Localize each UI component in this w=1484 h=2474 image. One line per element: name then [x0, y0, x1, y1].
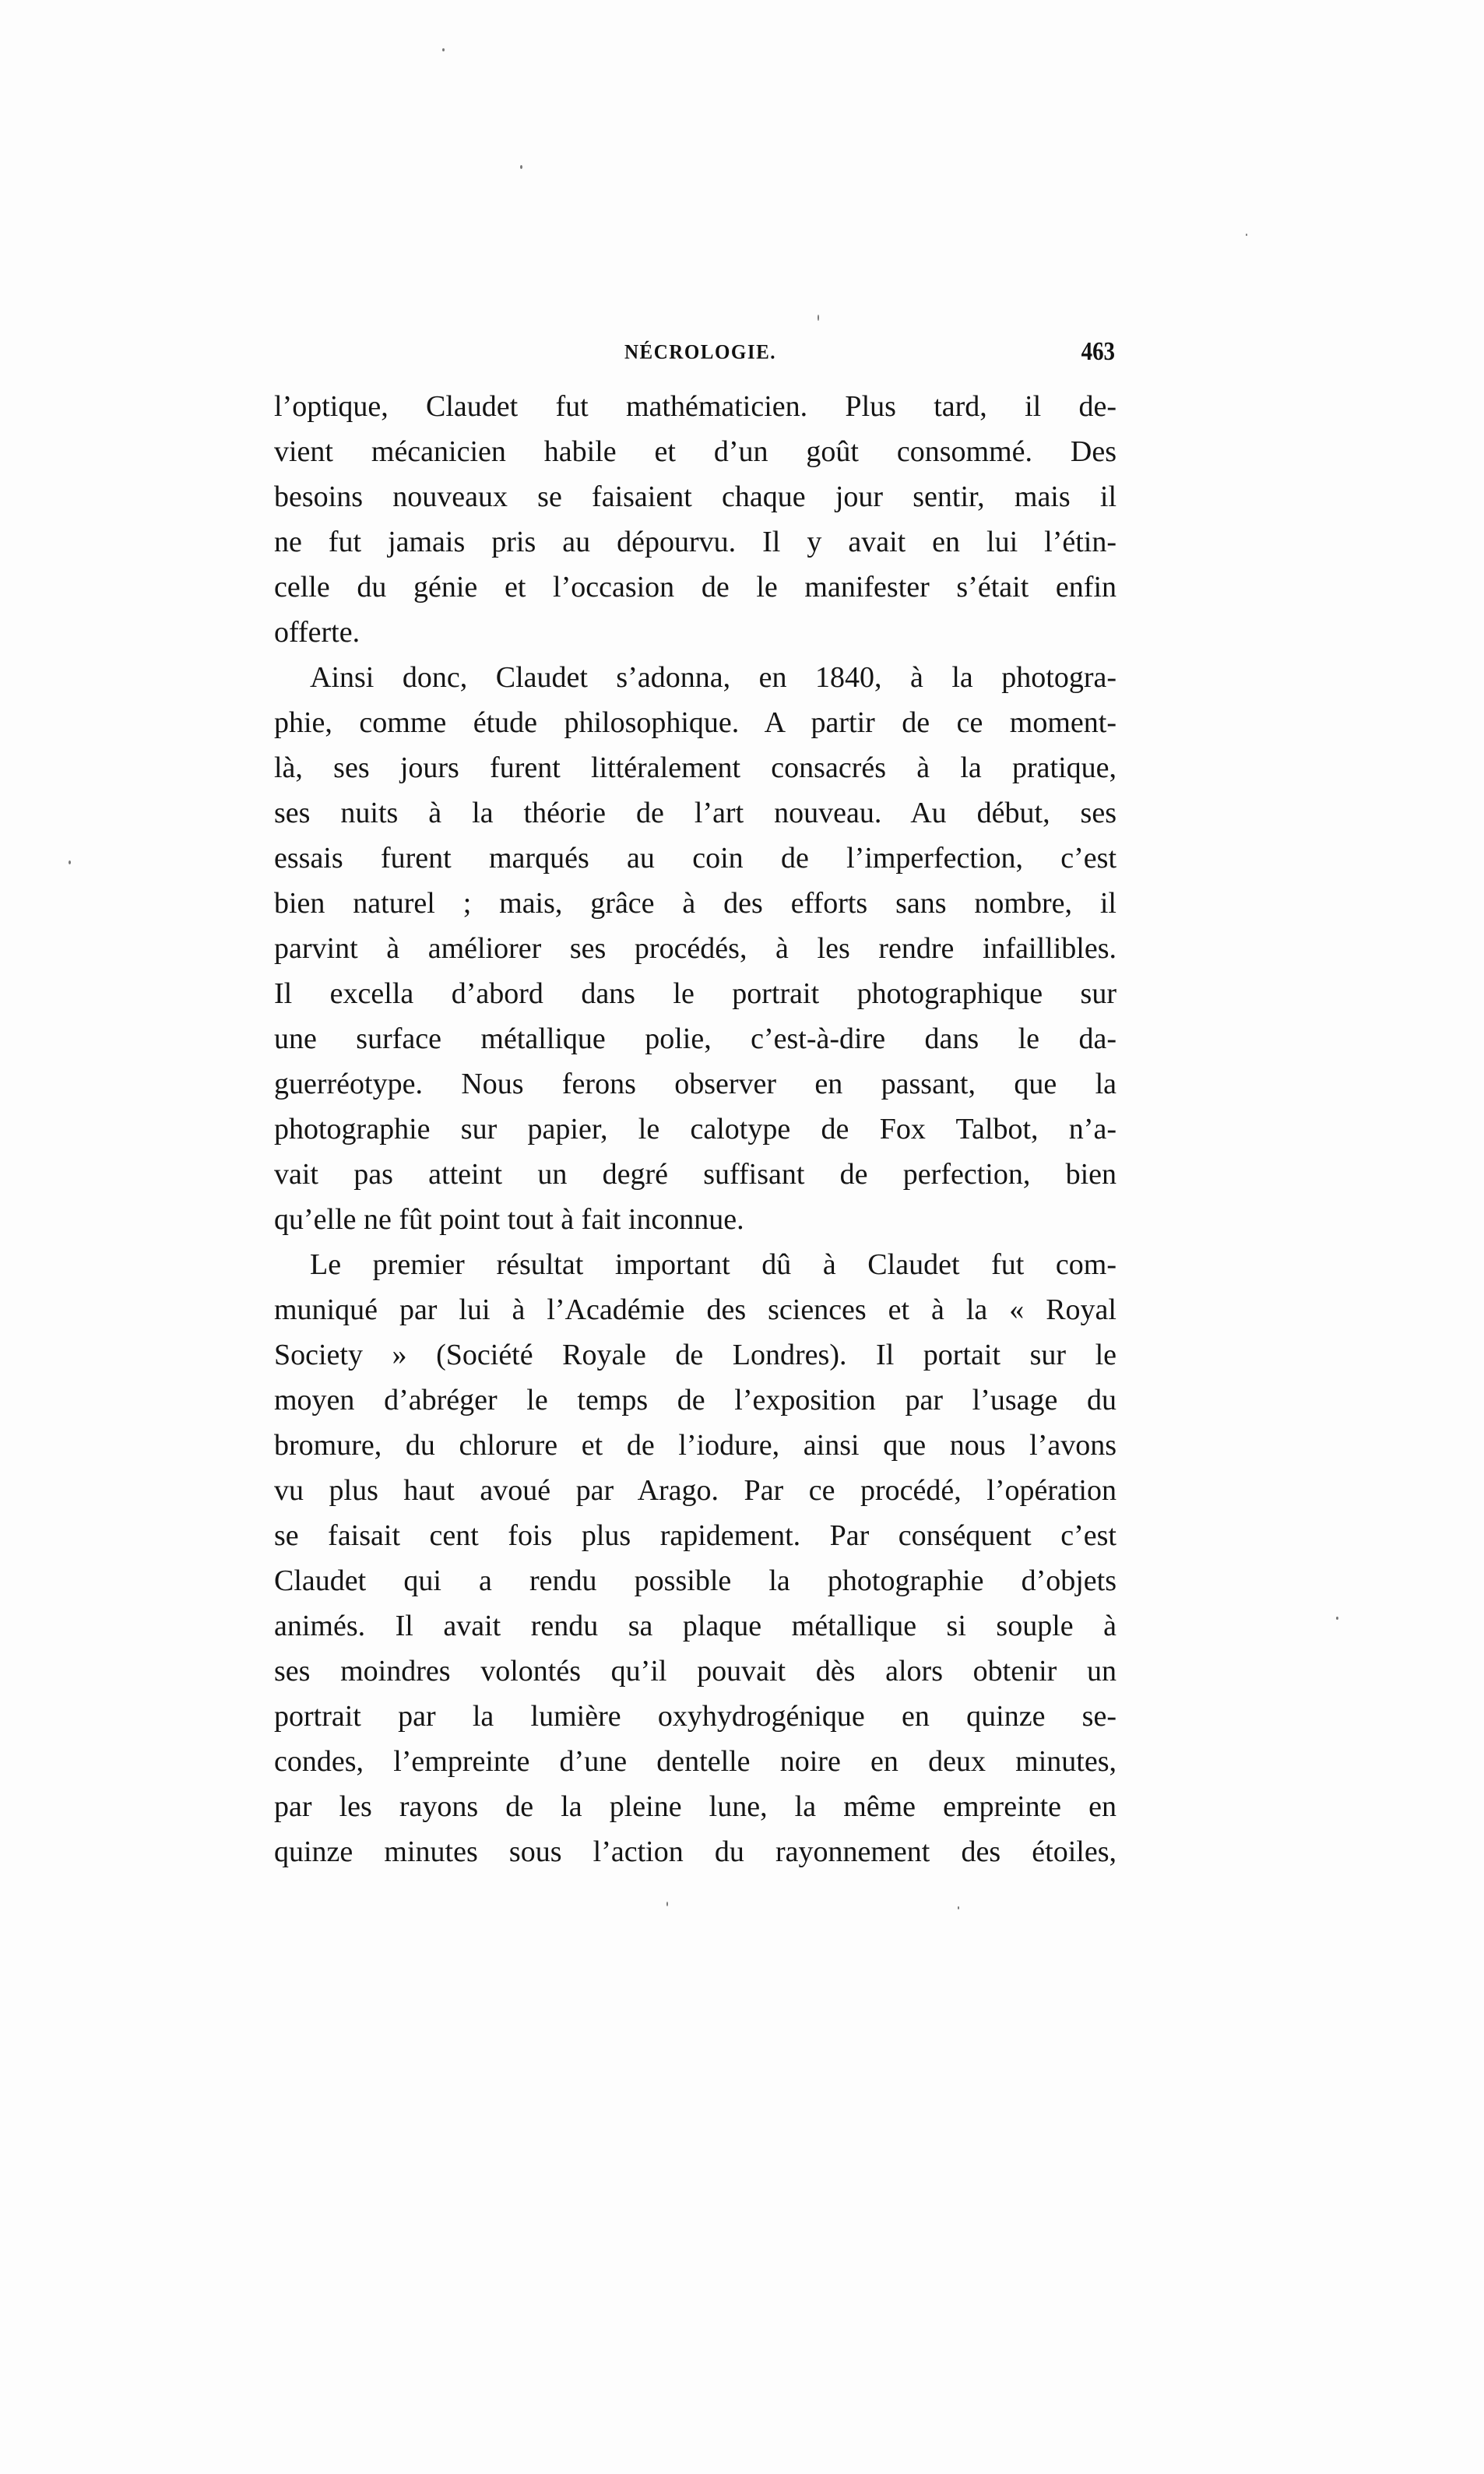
- text-line: vait pas atteint un degré suffisant de perfection, bien: [274, 1158, 1117, 1191]
- text-line: Society » (Société Royale de Londres). Il portait sur le: [274, 1339, 1117, 1371]
- text-line: ses nuits à la théorie de l’art nouveau. Au début, ses: [274, 797, 1117, 829]
- paragraph-3: [274, 1242, 1117, 1874]
- text-line: quinze minutes sous l’action du rayonnement des étoiles,: [274, 1835, 1117, 1868]
- text-line: besoins nouveaux se faisaient chaque jour sentir, mais il: [274, 480, 1117, 513]
- text-line: portrait par la lumière oxyhydrogénique en quinze se-: [274, 1700, 1117, 1733]
- text-line: une surface métallique polie, c’est-à-dire dans le da-: [274, 1022, 1117, 1055]
- scan-speck: [1336, 1617, 1338, 1620]
- scan-speck: [69, 860, 71, 864]
- body-text: [274, 384, 1117, 1874]
- text-line: guerréotype. Nous ferons observer en passant, que la: [274, 1068, 1117, 1100]
- page-number: 463: [1081, 337, 1115, 366]
- text-line: celle du génie et l’occasion de le manifester s’était enfin: [274, 571, 1117, 604]
- text-line: Le premier résultat important dû à Claudet fut com-: [310, 1248, 1117, 1281]
- paragraph-2: [274, 655, 1117, 1242]
- text-line: là, ses jours furent littéralement consacrés à la pratique,: [274, 751, 1117, 784]
- paragraph-1: [274, 384, 1117, 655]
- scan-speck: [958, 1906, 959, 1909]
- scan-speck: [520, 165, 522, 169]
- text-line: se faisait cent fois plus rapidement. Par conséquent c’est: [274, 1519, 1117, 1552]
- scan-speck: [442, 48, 445, 51]
- text-line: l’optique, Claudet fut mathématicien. Plus tard, il de-: [274, 390, 1117, 423]
- text-line: vu plus haut avoué par Arago. Par ce procédé, l’opération: [274, 1474, 1117, 1507]
- text-line: qu’elle ne fût point tout à fait inconnue.: [274, 1203, 744, 1236]
- running-title: NÉCROLOGIE.: [624, 341, 777, 364]
- text-line: par les rayons de la pleine lune, la même empreinte en: [274, 1790, 1117, 1823]
- scan-speck: [1246, 234, 1247, 236]
- text-line: Ainsi donc, Claudet s’adonna, en 1840, à la photogra-: [310, 661, 1117, 694]
- text-line: Claudet qui a rendu possible la photographie d’objets: [274, 1564, 1117, 1597]
- text-line: moyen d’abréger le temps de l’exposition par l’usage du: [274, 1384, 1117, 1416]
- text-line: animés. Il avait rendu sa plaque métallique si souple à: [274, 1610, 1117, 1642]
- text-line: Il excella d’abord dans le portrait photographique sur: [274, 977, 1117, 1010]
- text-line: offerte.: [274, 616, 360, 649]
- text-line: essais furent marqués au coin de l’imperfection, c’est: [274, 842, 1117, 875]
- text-line: ses moindres volontés qu’il pouvait dès alors obtenir un: [274, 1655, 1117, 1687]
- scan-speck: [666, 1902, 668, 1906]
- text-line: bromure, du chlorure et de l’iodure, ainsi que nous l’avons: [274, 1429, 1117, 1462]
- text-line: ne fut jamais pris au dépourvu. Il y avait en lui l’étin-: [274, 526, 1117, 558]
- text-line: photographie sur papier, le calotype de Fox Talbot, n’a-: [274, 1113, 1117, 1146]
- scan-speck: [818, 315, 819, 321]
- text-line: condes, l’empreinte d’une dentelle noire en deux minutes,: [274, 1745, 1117, 1778]
- text-line: parvint à améliorer ses procédés, à les rendre infaillibles.: [274, 932, 1117, 965]
- text-line: bien naturel ; mais, grâce à des efforts sans nombre, il: [274, 887, 1117, 920]
- text-line: muniqué par lui à l’Académie des sciences et à la « Royal: [274, 1293, 1117, 1326]
- running-header: [274, 337, 1115, 366]
- text-line: vient mécanicien habile et d’un goût consommé. Des: [274, 435, 1117, 468]
- text-line: phie, comme étude philosophique. A partir de ce moment-: [274, 706, 1117, 739]
